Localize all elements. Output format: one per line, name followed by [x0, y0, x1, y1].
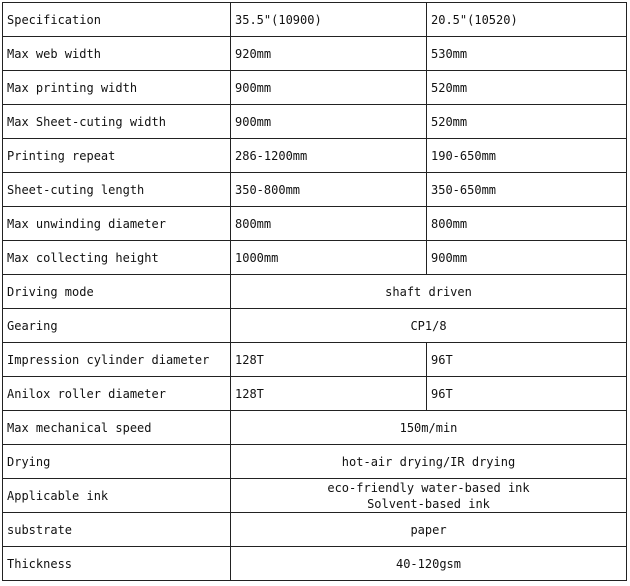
- table-row: [3, 411, 627, 445]
- table-row: [3, 513, 627, 547]
- table-row: [3, 309, 627, 343]
- value-35-5: 920mm: [231, 37, 427, 71]
- value-20-5: 530mm: [427, 37, 627, 71]
- value-20-5: 190-650mm: [427, 139, 627, 173]
- row-label: Applicable ink: [3, 479, 231, 513]
- value-35-5: 128T: [231, 343, 427, 377]
- value-35-5: 128T: [231, 377, 427, 411]
- row-label: Max web width: [3, 37, 231, 71]
- value-35-5: 900mm: [231, 71, 427, 105]
- ink-option-2: Solvent-based ink: [367, 496, 490, 511]
- merged-value: shaft driven: [231, 275, 627, 309]
- row-label: Printing repeat: [3, 139, 231, 173]
- row-label: Impression cylinder diameter: [3, 343, 231, 377]
- row-label: Max collecting height: [3, 241, 231, 275]
- row-label: Max Sheet-cuting width: [3, 105, 231, 139]
- value-20-5: 20.5"(10520): [427, 3, 627, 37]
- specification-table: [2, 2, 627, 581]
- table-row: [3, 241, 627, 275]
- merged-value: CP1/8: [231, 309, 627, 343]
- table-row: [3, 37, 627, 71]
- value-35-5: 35.5"(10900): [231, 3, 427, 37]
- row-label: substrate: [3, 513, 231, 547]
- row-label: Thickness: [3, 547, 231, 581]
- merged-value: hot-air drying/IR drying: [231, 445, 627, 479]
- row-label: Specification: [3, 3, 231, 37]
- table-row: [3, 479, 627, 513]
- ink-option-1: eco-friendly water-based ink: [327, 480, 530, 495]
- table-row: [3, 343, 627, 377]
- value-35-5: 350-800mm: [231, 173, 427, 207]
- row-label: Driving mode: [3, 275, 231, 309]
- row-label: Max mechanical speed: [3, 411, 231, 445]
- value-35-5: 900mm: [231, 105, 427, 139]
- table-row: [3, 173, 627, 207]
- value-35-5: 286-1200mm: [231, 139, 427, 173]
- row-label: Sheet-cuting length: [3, 173, 231, 207]
- table-row: [3, 377, 627, 411]
- merged-value: 40-120gsm: [231, 547, 627, 581]
- row-label: Anilox roller diameter: [3, 377, 231, 411]
- value-20-5: 900mm: [427, 241, 627, 275]
- row-label: Max printing width: [3, 71, 231, 105]
- row-label: Max unwinding diameter: [3, 207, 231, 241]
- value-20-5: 520mm: [427, 71, 627, 105]
- row-label: Drying: [3, 445, 231, 479]
- merged-value-two-line: [231, 479, 627, 513]
- value-20-5: 350-650mm: [427, 173, 627, 207]
- value-20-5: 96T: [427, 377, 627, 411]
- table-row: [3, 3, 627, 37]
- value-35-5: 1000mm: [231, 241, 427, 275]
- table-row: [3, 207, 627, 241]
- value-20-5: 520mm: [427, 105, 627, 139]
- merged-value: 150m/min: [231, 411, 627, 445]
- value-35-5: 800mm: [231, 207, 427, 241]
- value-20-5: 96T: [427, 343, 627, 377]
- table-row: [3, 275, 627, 309]
- value-20-5: 800mm: [427, 207, 627, 241]
- merged-value: paper: [231, 513, 627, 547]
- table-row: [3, 139, 627, 173]
- table-row: [3, 547, 627, 581]
- table-row: [3, 445, 627, 479]
- row-label: Gearing: [3, 309, 231, 343]
- table-row: [3, 105, 627, 139]
- table-row: [3, 71, 627, 105]
